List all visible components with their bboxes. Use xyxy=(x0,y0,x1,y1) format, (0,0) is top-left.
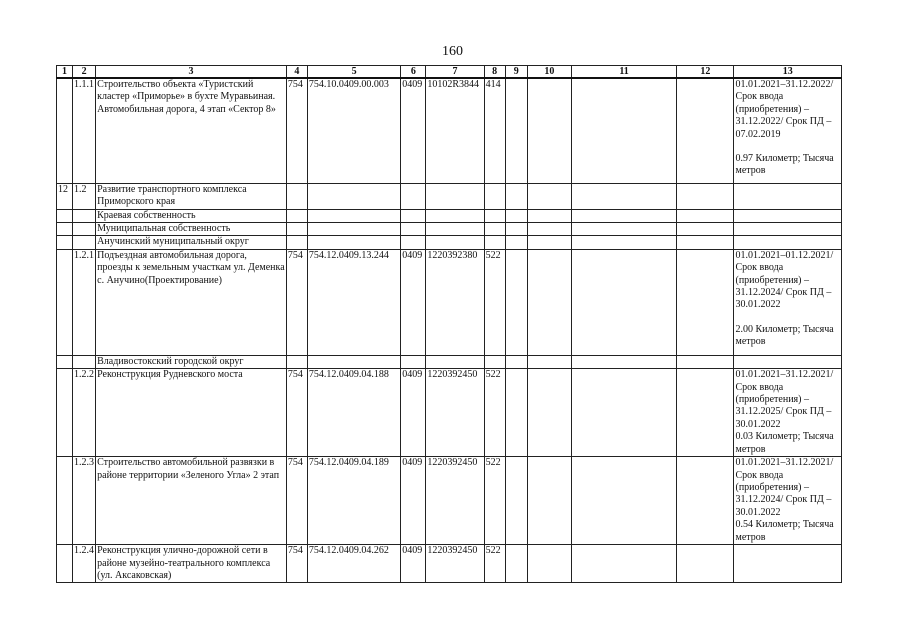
cell-col13 xyxy=(734,78,842,183)
cell-col10 xyxy=(527,183,571,209)
cell-col6 xyxy=(401,183,426,209)
cell-col5: 754.12.0409.13.244 xyxy=(307,249,400,355)
cell-col5: 754.10.0409.00.003 xyxy=(307,78,400,183)
cell-col11 xyxy=(571,222,676,235)
cell-col5: 754.12.0409.04.262 xyxy=(307,545,400,583)
cell-col1 xyxy=(57,236,73,249)
cell-col10 xyxy=(527,222,571,235)
cell-col3: Реконструкция улично-дорожной сети в районе музейно-театрального комплекса (ул. Аксаковская) xyxy=(96,545,287,583)
cell-col2 xyxy=(73,209,96,222)
cell-col9 xyxy=(505,236,527,249)
cell-col9 xyxy=(505,222,527,235)
table-row xyxy=(57,183,842,209)
cell-col12 xyxy=(677,209,734,222)
cell-col5: 754.12.0409.04.188 xyxy=(307,369,400,457)
column-header: 6 xyxy=(401,66,426,79)
column-header: 3 xyxy=(96,66,287,79)
cell-col2: 1.2.1 xyxy=(73,249,96,355)
cell-col4 xyxy=(286,209,307,222)
cell-col8 xyxy=(484,209,505,222)
cell-col11 xyxy=(571,545,676,583)
cell-col13-period: 01.01.2021–31.12.2021/ Срок ввода (приобретения) – 31.12.2024/ Срок ПД – 30.01.2022 xyxy=(735,457,834,518)
cell-col12 xyxy=(677,236,734,249)
cell-col13 xyxy=(734,457,842,545)
cell-col11 xyxy=(571,369,676,457)
cell-col7 xyxy=(426,355,484,368)
cell-col11 xyxy=(571,355,676,368)
cell-col13 xyxy=(734,236,842,249)
cell-col13 xyxy=(734,209,842,222)
cell-col10 xyxy=(527,78,571,183)
column-header: 13 xyxy=(734,66,842,79)
cell-col6 xyxy=(401,236,426,249)
cell-col8: 522 xyxy=(484,457,505,545)
cell-col4 xyxy=(286,222,307,235)
cell-col10 xyxy=(527,369,571,457)
cell-col2: 1.2.2 xyxy=(73,369,96,457)
cell-col13 xyxy=(734,249,842,355)
cell-col6: 0409 xyxy=(401,369,426,457)
cell-col1 xyxy=(57,209,73,222)
column-header: 4 xyxy=(286,66,307,79)
cell-col1 xyxy=(57,222,73,235)
cell-col6: 0409 xyxy=(401,249,426,355)
cell-col12 xyxy=(677,545,734,583)
column-header: 8 xyxy=(484,66,505,79)
cell-col8: 522 xyxy=(484,249,505,355)
cell-col7: 1220392450 xyxy=(426,369,484,457)
cell-col2 xyxy=(73,355,96,368)
cell-col8: 522 xyxy=(484,545,505,583)
cell-col3: Развитие транспортного комплекса Приморского края xyxy=(96,183,287,209)
cell-col10 xyxy=(527,209,571,222)
cell-col7 xyxy=(426,236,484,249)
cell-col9 xyxy=(505,355,527,368)
cell-col11 xyxy=(571,236,676,249)
table-row xyxy=(57,209,842,222)
cell-col4 xyxy=(286,183,307,209)
cell-col7: 10102R3844 xyxy=(426,78,484,183)
cell-col12 xyxy=(677,457,734,545)
cell-col3: Подъездная автомобильная дорога, проезды к земельным участкам ул. Деменка с. Анучино(Проектирование) xyxy=(96,249,287,355)
cell-col4: 754 xyxy=(286,78,307,183)
cell-col8 xyxy=(484,222,505,235)
cell-col4 xyxy=(286,355,307,368)
cell-col12 xyxy=(677,183,734,209)
cell-col2: 1.2 xyxy=(73,183,96,209)
cell-col2: 1.1.1 xyxy=(73,78,96,183)
cell-col3: Краевая собственность xyxy=(96,209,287,222)
cell-col7: 1220392380 xyxy=(426,249,484,355)
cell-col8 xyxy=(484,355,505,368)
column-header: 10 xyxy=(527,66,571,79)
cell-col7 xyxy=(426,183,484,209)
cell-col9 xyxy=(505,249,527,355)
cell-col6: 0409 xyxy=(401,457,426,545)
cell-col11 xyxy=(571,249,676,355)
cell-col11 xyxy=(571,183,676,209)
cell-col8 xyxy=(484,183,505,209)
table-row xyxy=(57,78,842,183)
cell-col8: 414 xyxy=(484,78,505,183)
cell-col3: Строительство объекта «Туристский кластер «Приморье» в бухте Муравьиная. Автомобильная дорога, 4 этап «Сектор 8» xyxy=(96,78,287,183)
cell-col4: 754 xyxy=(286,545,307,583)
cell-col5: 754.12.0409.04.189 xyxy=(307,457,400,545)
cell-col13-period: 01.01.2021–01.12.2021/ Срок ввода (приобретения) – 31.12.2024/ Срок ПД – 30.01.2022 xyxy=(735,249,834,311)
cell-col3: Муниципальная собственность xyxy=(96,222,287,235)
cell-col13-capacity: 0.97 Километр; Тысяча метров xyxy=(735,153,834,177)
cell-col1 xyxy=(57,249,73,355)
table-row xyxy=(57,236,842,249)
cell-col13-period: 01.01.2021–31.12.2022/ Срок ввода (приобретения) – 31.12.2022/ Срок ПД – 07.02.2019 xyxy=(735,79,834,140)
cell-col3: Реконструкция Рудневского моста xyxy=(96,369,287,457)
cell-col10 xyxy=(527,355,571,368)
cell-col6: 0409 xyxy=(401,545,426,583)
table-row xyxy=(57,545,842,583)
cell-col9 xyxy=(505,545,527,583)
cell-col3: Владивостокский городской округ xyxy=(96,355,287,368)
cell-col13-period: 01.01.2021–31.12.2021/ Срок ввода (приобретения) – 31.12.2025/ Срок ПД – 30.01.2022 xyxy=(735,369,834,430)
table-row xyxy=(57,249,842,355)
cell-col9 xyxy=(505,183,527,209)
cell-col1: 12 xyxy=(57,183,73,209)
cell-col9 xyxy=(505,78,527,183)
cell-col10 xyxy=(527,236,571,249)
cell-col7: 1220392450 xyxy=(426,545,484,583)
cell-col13-capacity: 2.00 Километр; Тысяча метров xyxy=(735,323,834,348)
cell-col7 xyxy=(426,209,484,222)
cell-col13 xyxy=(734,355,842,368)
cell-col5 xyxy=(307,183,400,209)
cell-col12 xyxy=(677,222,734,235)
cell-col10 xyxy=(527,457,571,545)
cell-col1 xyxy=(57,78,73,183)
cell-col2 xyxy=(73,222,96,235)
cell-col7 xyxy=(426,222,484,235)
cell-col4 xyxy=(286,236,307,249)
cell-col11 xyxy=(571,209,676,222)
cell-col2: 1.2.3 xyxy=(73,457,96,545)
cell-col12 xyxy=(677,78,734,183)
column-header: 11 xyxy=(571,66,676,79)
cell-col13 xyxy=(734,183,842,209)
cell-col3: Строительство автомобильной развязки в районе территории «Зеленого Угла» 2 этап xyxy=(96,457,287,545)
cell-col10 xyxy=(527,545,571,583)
cell-col2: 1.2.4 xyxy=(73,545,96,583)
table-row xyxy=(57,355,842,368)
cell-col13 xyxy=(734,545,842,583)
cell-col4: 754 xyxy=(286,457,307,545)
cell-col8 xyxy=(484,236,505,249)
cell-col5 xyxy=(307,209,400,222)
cell-col1 xyxy=(57,457,73,545)
cell-col1 xyxy=(57,545,73,583)
cell-col5 xyxy=(307,355,400,368)
cell-col12 xyxy=(677,369,734,457)
cell-col4: 754 xyxy=(286,249,307,355)
cell-col9 xyxy=(505,457,527,545)
table-row xyxy=(57,457,842,545)
cell-col4: 754 xyxy=(286,369,307,457)
cell-col2 xyxy=(73,236,96,249)
cell-col6 xyxy=(401,209,426,222)
cell-col10 xyxy=(527,249,571,355)
cell-col12 xyxy=(677,249,734,355)
cell-col13-capacity: 0.54 Километр; Тысяча метров xyxy=(735,519,834,543)
cell-col6 xyxy=(401,355,426,368)
header-row xyxy=(57,66,842,79)
cell-col7: 1220392450 xyxy=(426,457,484,545)
page-number: 160 xyxy=(442,44,463,59)
data-table xyxy=(56,65,842,583)
table-row xyxy=(57,222,842,235)
cell-col11 xyxy=(571,457,676,545)
cell-col12 xyxy=(677,355,734,368)
column-header: 1 xyxy=(57,66,73,79)
table-row xyxy=(57,369,842,457)
cell-col1 xyxy=(57,369,73,457)
cell-col13 xyxy=(734,222,842,235)
column-header: 9 xyxy=(505,66,527,79)
cell-col5 xyxy=(307,236,400,249)
cell-col11 xyxy=(571,78,676,183)
column-header: 7 xyxy=(426,66,484,79)
column-header: 2 xyxy=(73,66,96,79)
cell-col9 xyxy=(505,209,527,222)
cell-col5 xyxy=(307,222,400,235)
cell-col13-capacity: 0.03 Километр; Тысяча метров xyxy=(735,431,834,455)
column-header: 12 xyxy=(677,66,734,79)
cell-col8: 522 xyxy=(484,369,505,457)
column-header: 5 xyxy=(307,66,400,79)
cell-col1 xyxy=(57,355,73,368)
cell-col6 xyxy=(401,222,426,235)
cell-col13 xyxy=(734,369,842,457)
cell-col9 xyxy=(505,369,527,457)
cell-col6: 0409 xyxy=(401,78,426,183)
cell-col3: Анучинский муниципальный округ xyxy=(96,236,287,249)
